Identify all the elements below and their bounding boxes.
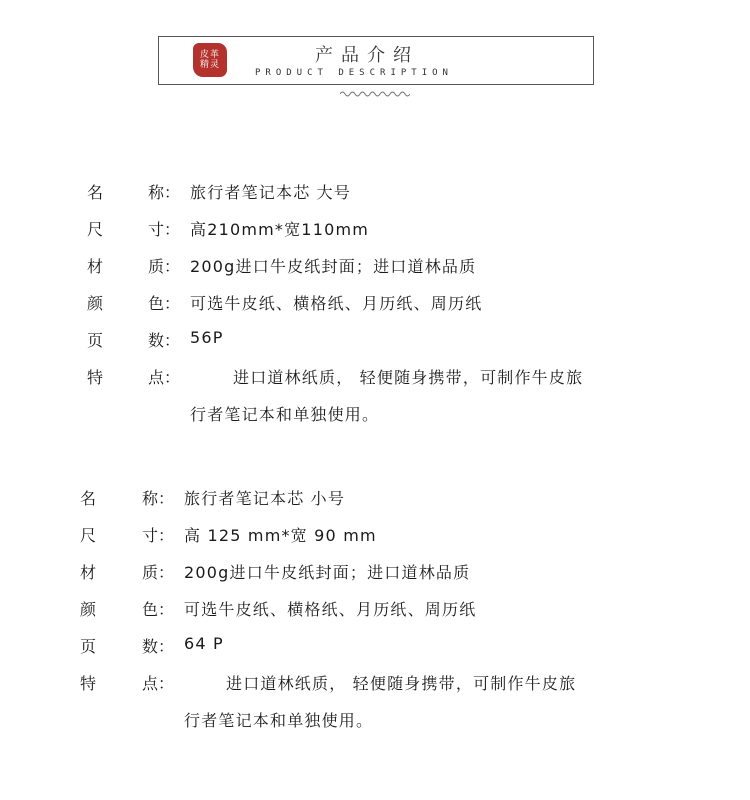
value-feature: 进口道林纸质， 轻便随身携带，可制作牛皮旅 — [226, 674, 577, 693]
page-title: 产品介绍 — [315, 45, 419, 66]
label-color-suffix: 色： — [142, 600, 175, 619]
label-color-suffix: 色： — [148, 294, 181, 313]
label-name-suffix: 称： — [142, 489, 175, 508]
value-material: 200g进口牛皮纸封面；进口道林品质 — [190, 257, 477, 276]
label-size-char: 尺 — [87, 220, 104, 239]
wave-divider-icon — [340, 90, 410, 98]
label-feature-char: 特 — [87, 368, 104, 387]
value-color: 可选牛皮纸、横格纸、月历纸、周历纸 — [184, 600, 477, 619]
value-name: 旅行者笔记本芯 大号 — [190, 183, 352, 202]
label-pages-suffix: 数： — [142, 637, 175, 656]
label-feature-suffix: 点： — [148, 368, 181, 387]
value-pages: 56P — [190, 328, 224, 347]
label-name-suffix: 称： — [148, 183, 181, 202]
label-pages-suffix: 数： — [148, 331, 181, 350]
label-pages-char: 页 — [87, 331, 104, 350]
label-material-char: 材 — [80, 563, 97, 582]
label-size-char: 尺 — [80, 526, 97, 545]
value-size: 高 125 mm*宽 90 mm — [184, 526, 377, 545]
value-size: 高210mm*宽110mm — [190, 220, 370, 239]
seal-text: 皮革精灵 — [199, 50, 220, 70]
label-material-char: 材 — [87, 257, 104, 276]
label-name-char: 名 — [80, 489, 97, 508]
value-pages: 64 P — [184, 634, 224, 653]
value-material: 200g进口牛皮纸封面；进口道林品质 — [184, 563, 471, 582]
label-size-suffix: 寸： — [148, 220, 181, 239]
label-name-char: 名 — [87, 183, 104, 202]
label-feature-char: 特 — [80, 674, 97, 693]
value-feature-continuation: 行者笔记本和单独使用。 — [190, 405, 380, 424]
label-material-suffix: 质： — [148, 257, 181, 276]
value-feature: 进口道林纸质， 轻便随身携带，可制作牛皮旅 — [233, 368, 584, 387]
label-color-char: 颜 — [87, 294, 104, 313]
header-box — [158, 36, 594, 85]
brand-seal-logo — [193, 43, 227, 77]
label-color-char: 颜 — [80, 600, 97, 619]
value-name: 旅行者笔记本芯 小号 — [184, 489, 346, 508]
page-subtitle: PRODUCT DESCRIPTION — [255, 68, 453, 78]
label-material-suffix: 质： — [142, 563, 175, 582]
label-pages-char: 页 — [80, 637, 97, 656]
value-color: 可选牛皮纸、横格纸、月历纸、周历纸 — [190, 294, 483, 313]
label-feature-suffix: 点： — [142, 674, 175, 693]
value-feature-continuation: 行者笔记本和单独使用。 — [184, 711, 374, 730]
label-size-suffix: 寸： — [142, 526, 175, 545]
